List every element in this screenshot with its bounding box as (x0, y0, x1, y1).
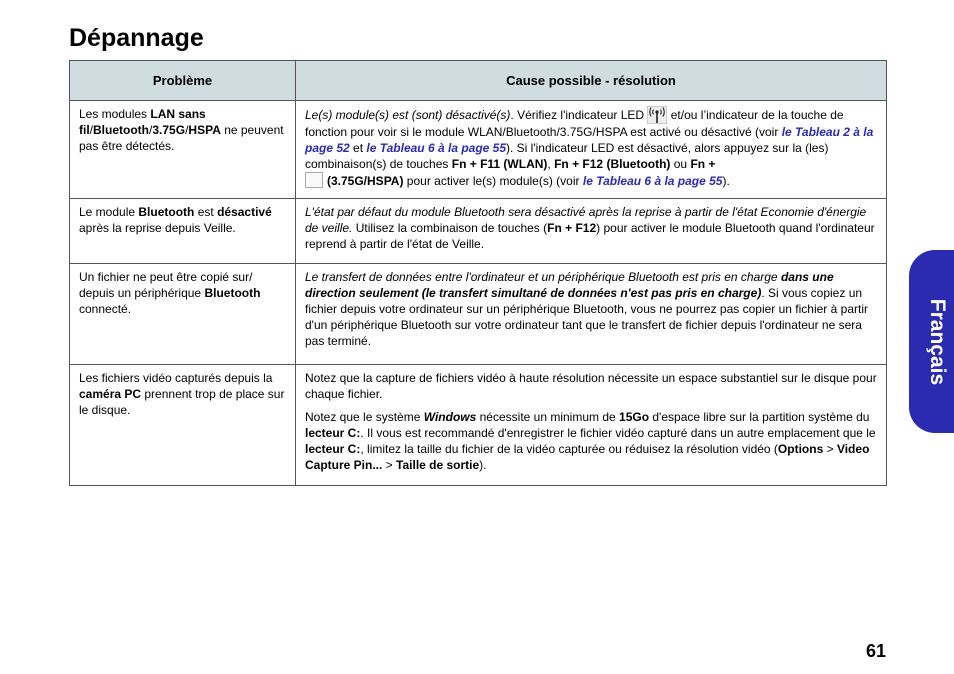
cause-cell: Le(s) module(s) est (sont) désactivé(s). Vérifiez l'indicateur LED et/ou l’indicateur de la touche de fonction pour voir si le module WLAN/Bluetooth/3.75G/HSPA est activé ou désactivé (voir le Tableau 2 à la page 52 et le Tableau 6 à la page 55). Si l'indicateur LED est désactivé, alors appuyez sur la (les) combinaison(s) de touches Fn + F11 (WLAN), Fn + F12 (Bluetooth) ou Fn + (3.75G/HSPA) pour activer le(s) module(s) (voir le Tableau 6 à la page 55). (296, 101, 887, 199)
link-tableau-2[interactable]: le Tableau 2 à la page 52 (305, 125, 874, 155)
problem-cell: Le module Bluetooth est désactivé après la reprise depuis Veille. (70, 199, 296, 264)
wireless-led-icon (647, 106, 667, 124)
table-header-row (70, 61, 887, 101)
header-probleme: Problème (70, 61, 296, 101)
table-row (70, 101, 887, 199)
header-cause: Cause possible - résolution (296, 61, 887, 101)
problem-cell: Les modules LAN sans fil/Bluetooth/3.75G/HSPA ne peuvent pas être détectés. (70, 101, 296, 199)
page-title: Dépannage (69, 24, 204, 52)
problem-cell: Les fichiers vidéo capturés depuis la caméra PC prennent trop de place sur le disque. (70, 365, 296, 486)
link-tableau-6[interactable]: le Tableau 6 à la page 55 (582, 174, 723, 188)
cause-cell: Le transfert de données entre l'ordinateur et un périphérique Bluetooth est pris en charge dans une direction seulement (le transfert simultané de données n'est pas pris en charge). Si vous copiez un fichier depuis votre ordinateur sur un périphérique Bluetooth, vous ne pourrez pas copier un fichier à partir d'un périphérique Bluetooth sur votre ordinateur tant que le transfert de fichier depuis l'ordinateur ne sera pas terminé. (296, 264, 887, 365)
table-row (70, 199, 887, 264)
cause-cell: L'état par défaut du module Bluetooth sera désactivé après la reprise à partir de l'état Economie d'énergie de veille. Utilisez la combinaison de touches (Fn + F12) pour activer le module Bluetooth quand l'ordinateur reprend à partir de l'état de Veille. (296, 199, 887, 264)
troubleshooting-table (69, 60, 887, 486)
cause-cell (296, 365, 887, 486)
problem-cell: Un fichier ne peut être copié sur/ depuis un périphérique Bluetooth connecté. (70, 264, 296, 365)
cause-paragraph: Notez que la capture de fichiers vidéo à haute résolution nécessite un espace substantiel sur le disque pour chaque fichier. (305, 371, 877, 401)
link-tableau-6[interactable]: le Tableau 6 à la page 55 (366, 141, 507, 155)
table-row (70, 365, 887, 486)
page-number: 61 (865, 641, 886, 661)
table-row (70, 264, 887, 365)
3g-key-icon (305, 172, 323, 188)
language-tab-label: Français (926, 298, 950, 386)
cause-paragraph: Notez que le système Windows nécessite un minimum de 15Go d'espace libre sur la partition système du lecteur C:. Il vous est recommandé d'enregistrer le fichier vidéo capturé dans un autre emplacement que le lecteur C:, limitez la taille du fichier de la vidéo capturée ou réduisez la résolution vidéo (Options > Video Capture Pin... > Taille de sortie). (305, 410, 876, 472)
